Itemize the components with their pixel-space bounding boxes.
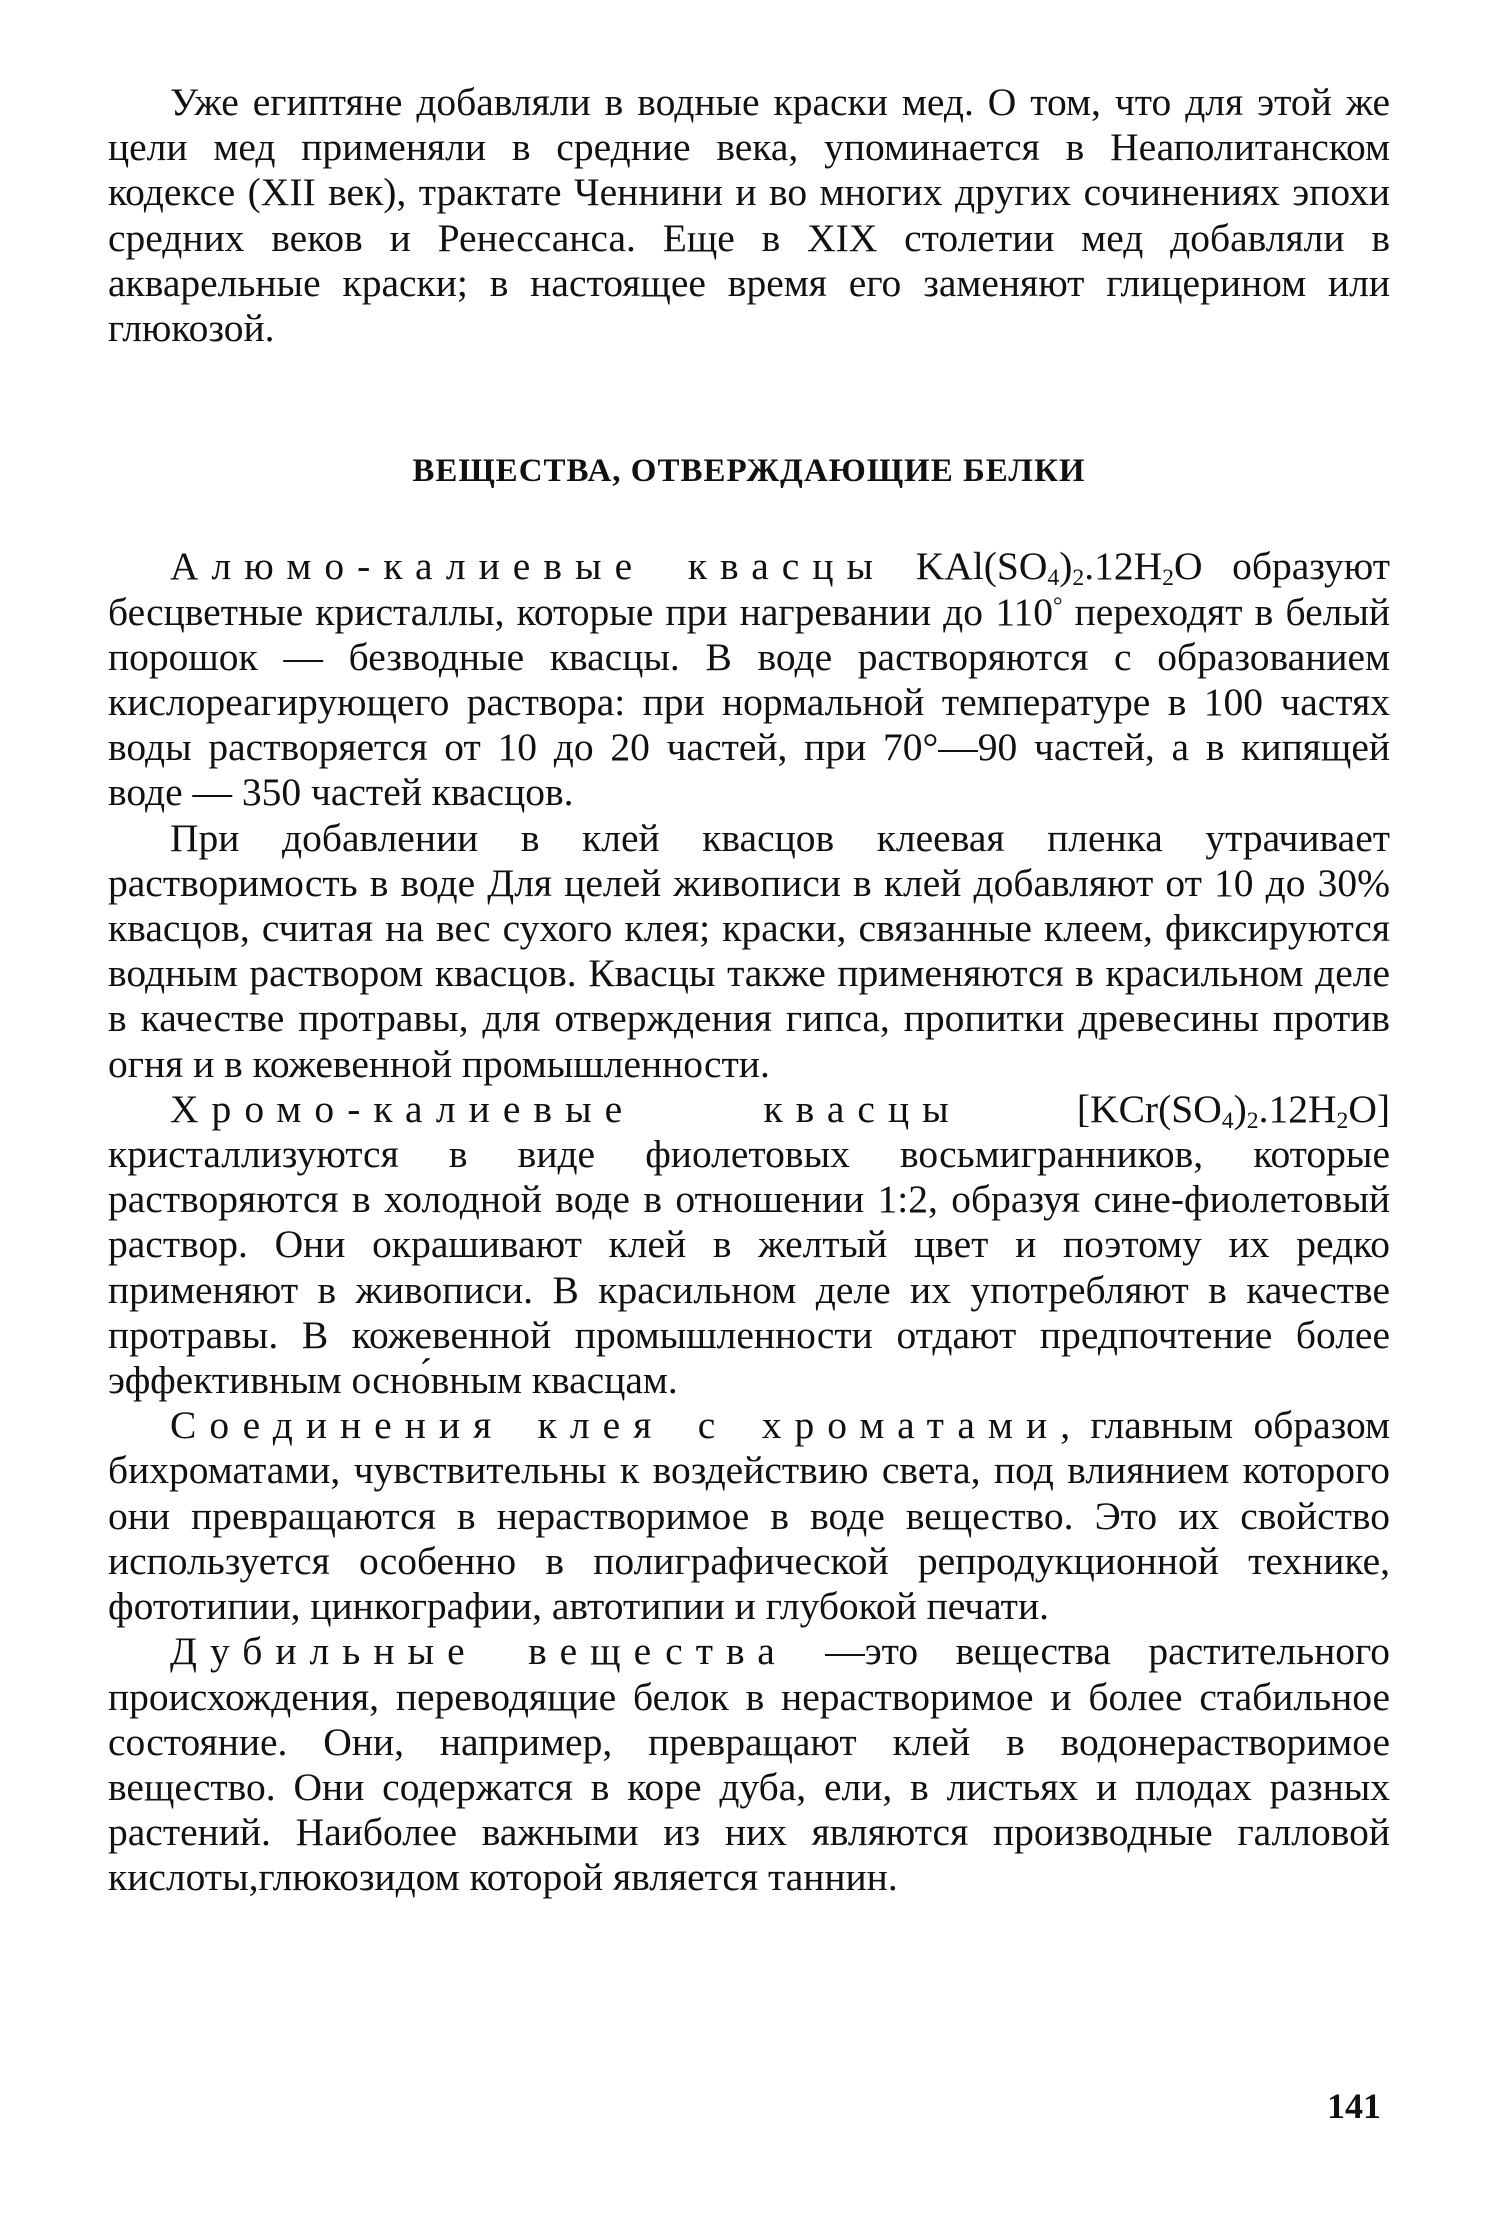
alum-text-a: образуют бесцветные кристаллы, которые при нагревании до 110 <box>108 544 1390 634</box>
alum-formula: $KAl(SO_4)_2.12H_2O$ <box>915 544 1203 592</box>
chromates-paragraph <box>108 1403 1390 1629</box>
glue-paragraph: При добавлении в клей квасцов клеевая пленка утрачивает растворимость в воде Для целей живописи в клей добавляют от 10 до 30% квасцов, считая на вес сухого клея; краски, связанные клеем, фиксируются водным раствором квасцов. Квасцы также применяются в красильном деле в качестве протравы, для отверждения гипса, пропитки древесины против огня и в кожевенной промышленности. <box>108 815 1390 1086</box>
tannins-text: —это вещества растительного происхождения, переводящие белок в нерастворимое и более стабильное состояние. Они, например, превращают клей в водонерастворимое вещество. Они содержатся в коре дуба, ели, в листьях и плодах разных растений. Наиболее важными из них являются производные галловой кислоты,глюкозидом которой является таннин. <box>108 1629 1390 1900</box>
page-body <box>108 80 1390 1901</box>
alum-term: Алюмо-калиевые квасцы <box>170 544 887 589</box>
alum-text-b: переходят в белый порошок — безводные квасцы. В воде растворяются с образованием кислореагирующего раствора: при нормальной температуре в 100 частях воды растворяется от 10 до 20 частей, при 70°—90 частей, а в кипящей воде — 350 частей квасцов. <box>108 589 1391 815</box>
chromates-text: , главным образом бихроматами, чувствительны к воздействию света, под влиянием которого они превращаются в нерастворимое в воде вещество. Это их свойство используется особенно в полиграфической репродукционной технике, фототипии, цинкографии, автотипии и глубокой печати. <box>108 1403 1390 1629</box>
page-number: 141 <box>1327 2086 1381 2126</box>
chromates-term: Соединения клея с хроматами <box>170 1403 1061 1448</box>
intro-paragraph: Уже египтяне добавляли в водные краски мед. О том, что для этой же цели мед применяли в средние века, упоминается в Неаполитанском кодексе (XII век), трактате Ченнини и во многих других сочинениях эпохи средних веков и Ренессанса. Еще в XIX столетии мед добавляли в акварельные краски; в настоящее время его заменяют глицерином или глюкозой. <box>108 80 1390 351</box>
degree-mark: ° <box>1053 592 1063 619</box>
alum-paragraph <box>108 544 1390 815</box>
chrome-term: Хромо-калиевые квасцы <box>170 1086 962 1131</box>
section-heading: ВЕЩЕСТВА, ОТВЕРЖДАЮЩИЕ БЕЛКИ <box>412 453 1086 490</box>
tannins-term: Дубильные вещества <box>170 1629 788 1674</box>
chrome-text: кристаллизуются в виде фиолетовых восьмигранников, которые растворяются в холодной воде в отношении 1:2, образуя сине-фиолетовый раствор. Они окрашивают клей в желтый цвет и поэтому их редко применяют в живописи. В красильном деле их употребляют в качестве протравы. В кожевенной промышленности отдают предпочтение более эффективным осно́вным квасцам. <box>108 1132 1390 1403</box>
chrome-paragraph <box>108 1087 1390 1403</box>
tannins-paragraph <box>108 1629 1390 1900</box>
chrome-formula: $[KCr(SO_4)_2.12H_2O]$ <box>961 1086 1390 1134</box>
